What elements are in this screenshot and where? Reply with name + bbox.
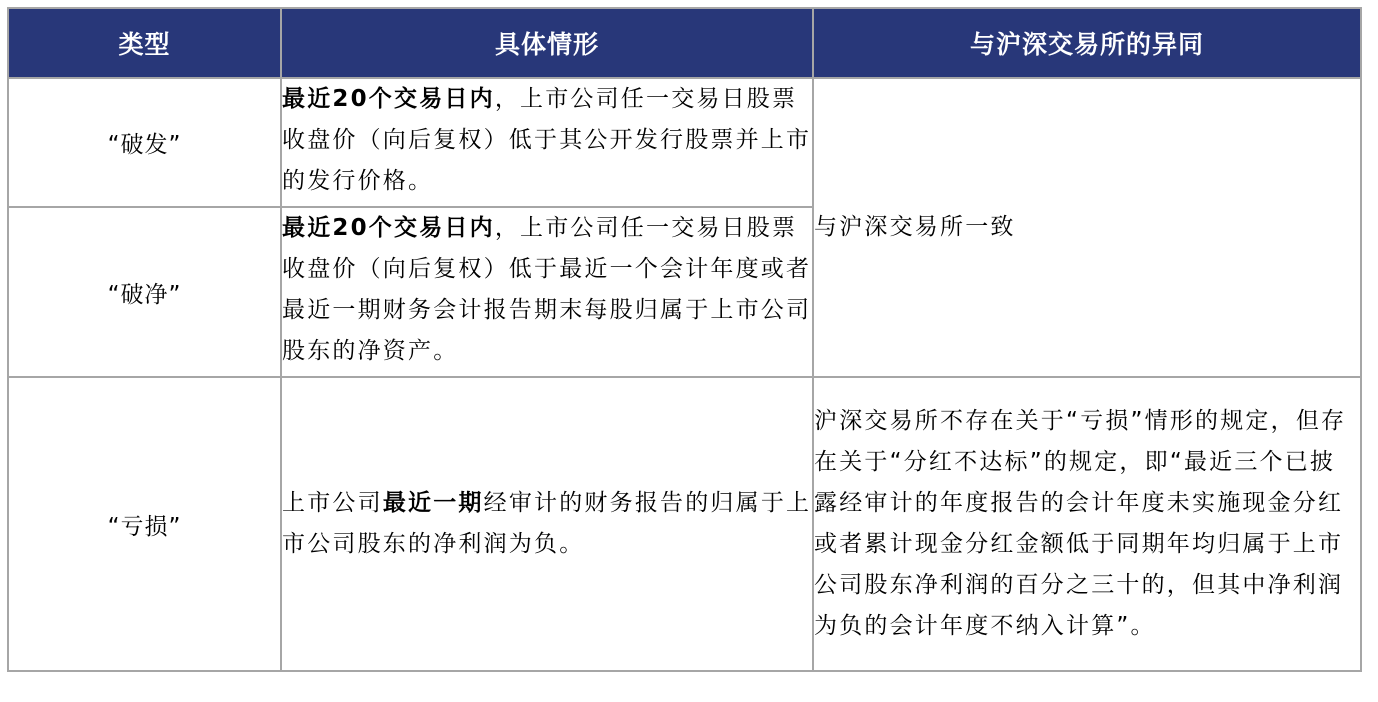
situation-cell-po-fa [281, 78, 813, 207]
situation-emphasis: 最近20个交易日内 [282, 86, 495, 112]
situation-cell-po-jing [281, 207, 813, 377]
situation-cell-kui-sun [281, 377, 813, 671]
header-type: 类型 [8, 8, 281, 78]
situation-text: ，上市公司任一交易日股票收盘价（向后复权）低于最近一个会计年度或者最近一期财务会计报告期末每股归属于上市公司股东的净资产。 [282, 215, 812, 364]
table-body [8, 78, 1361, 671]
header-row [8, 8, 1361, 78]
comparison-cell-loss: 沪深交易所不存在关于“亏损”情形的规定，但存在关于“分红不达标”的规定，即“最近三个已披露经审计的年度报告的会计年度未实施现金分红或者累计现金分红金额低于同期年均归属于上市公司股东净利润的百分之三十的，但其中净利润为负的会计年度不纳入计算”。 [813, 377, 1361, 671]
comparison-table [7, 7, 1362, 672]
type-cell-po-fa: “破发” [8, 78, 281, 207]
table-row [8, 377, 1361, 671]
type-cell-po-jing: “破净” [8, 207, 281, 377]
header-situation: 具体情形 [281, 8, 813, 78]
situation-text: ，上市公司任一交易日股票收盘价（向后复权）低于其公开发行股票并上市的发行价格。 [282, 86, 812, 194]
situation-emphasis: 最近一期 [382, 490, 484, 516]
type-cell-kui-sun: “亏损” [8, 377, 281, 671]
situation-emphasis: 最近20个交易日内 [282, 215, 495, 241]
comparison-cell-shared: 与沪深交易所一致 [813, 78, 1361, 377]
situation-text: 经审计的财务报告的归属于上市公司股东的净利润为负。 [282, 490, 812, 557]
header-comparison: 与沪深交易所的异同 [813, 8, 1361, 78]
table-header [8, 8, 1361, 78]
situation-text-prefix: 上市公司 [282, 490, 383, 516]
table-row [8, 78, 1361, 207]
